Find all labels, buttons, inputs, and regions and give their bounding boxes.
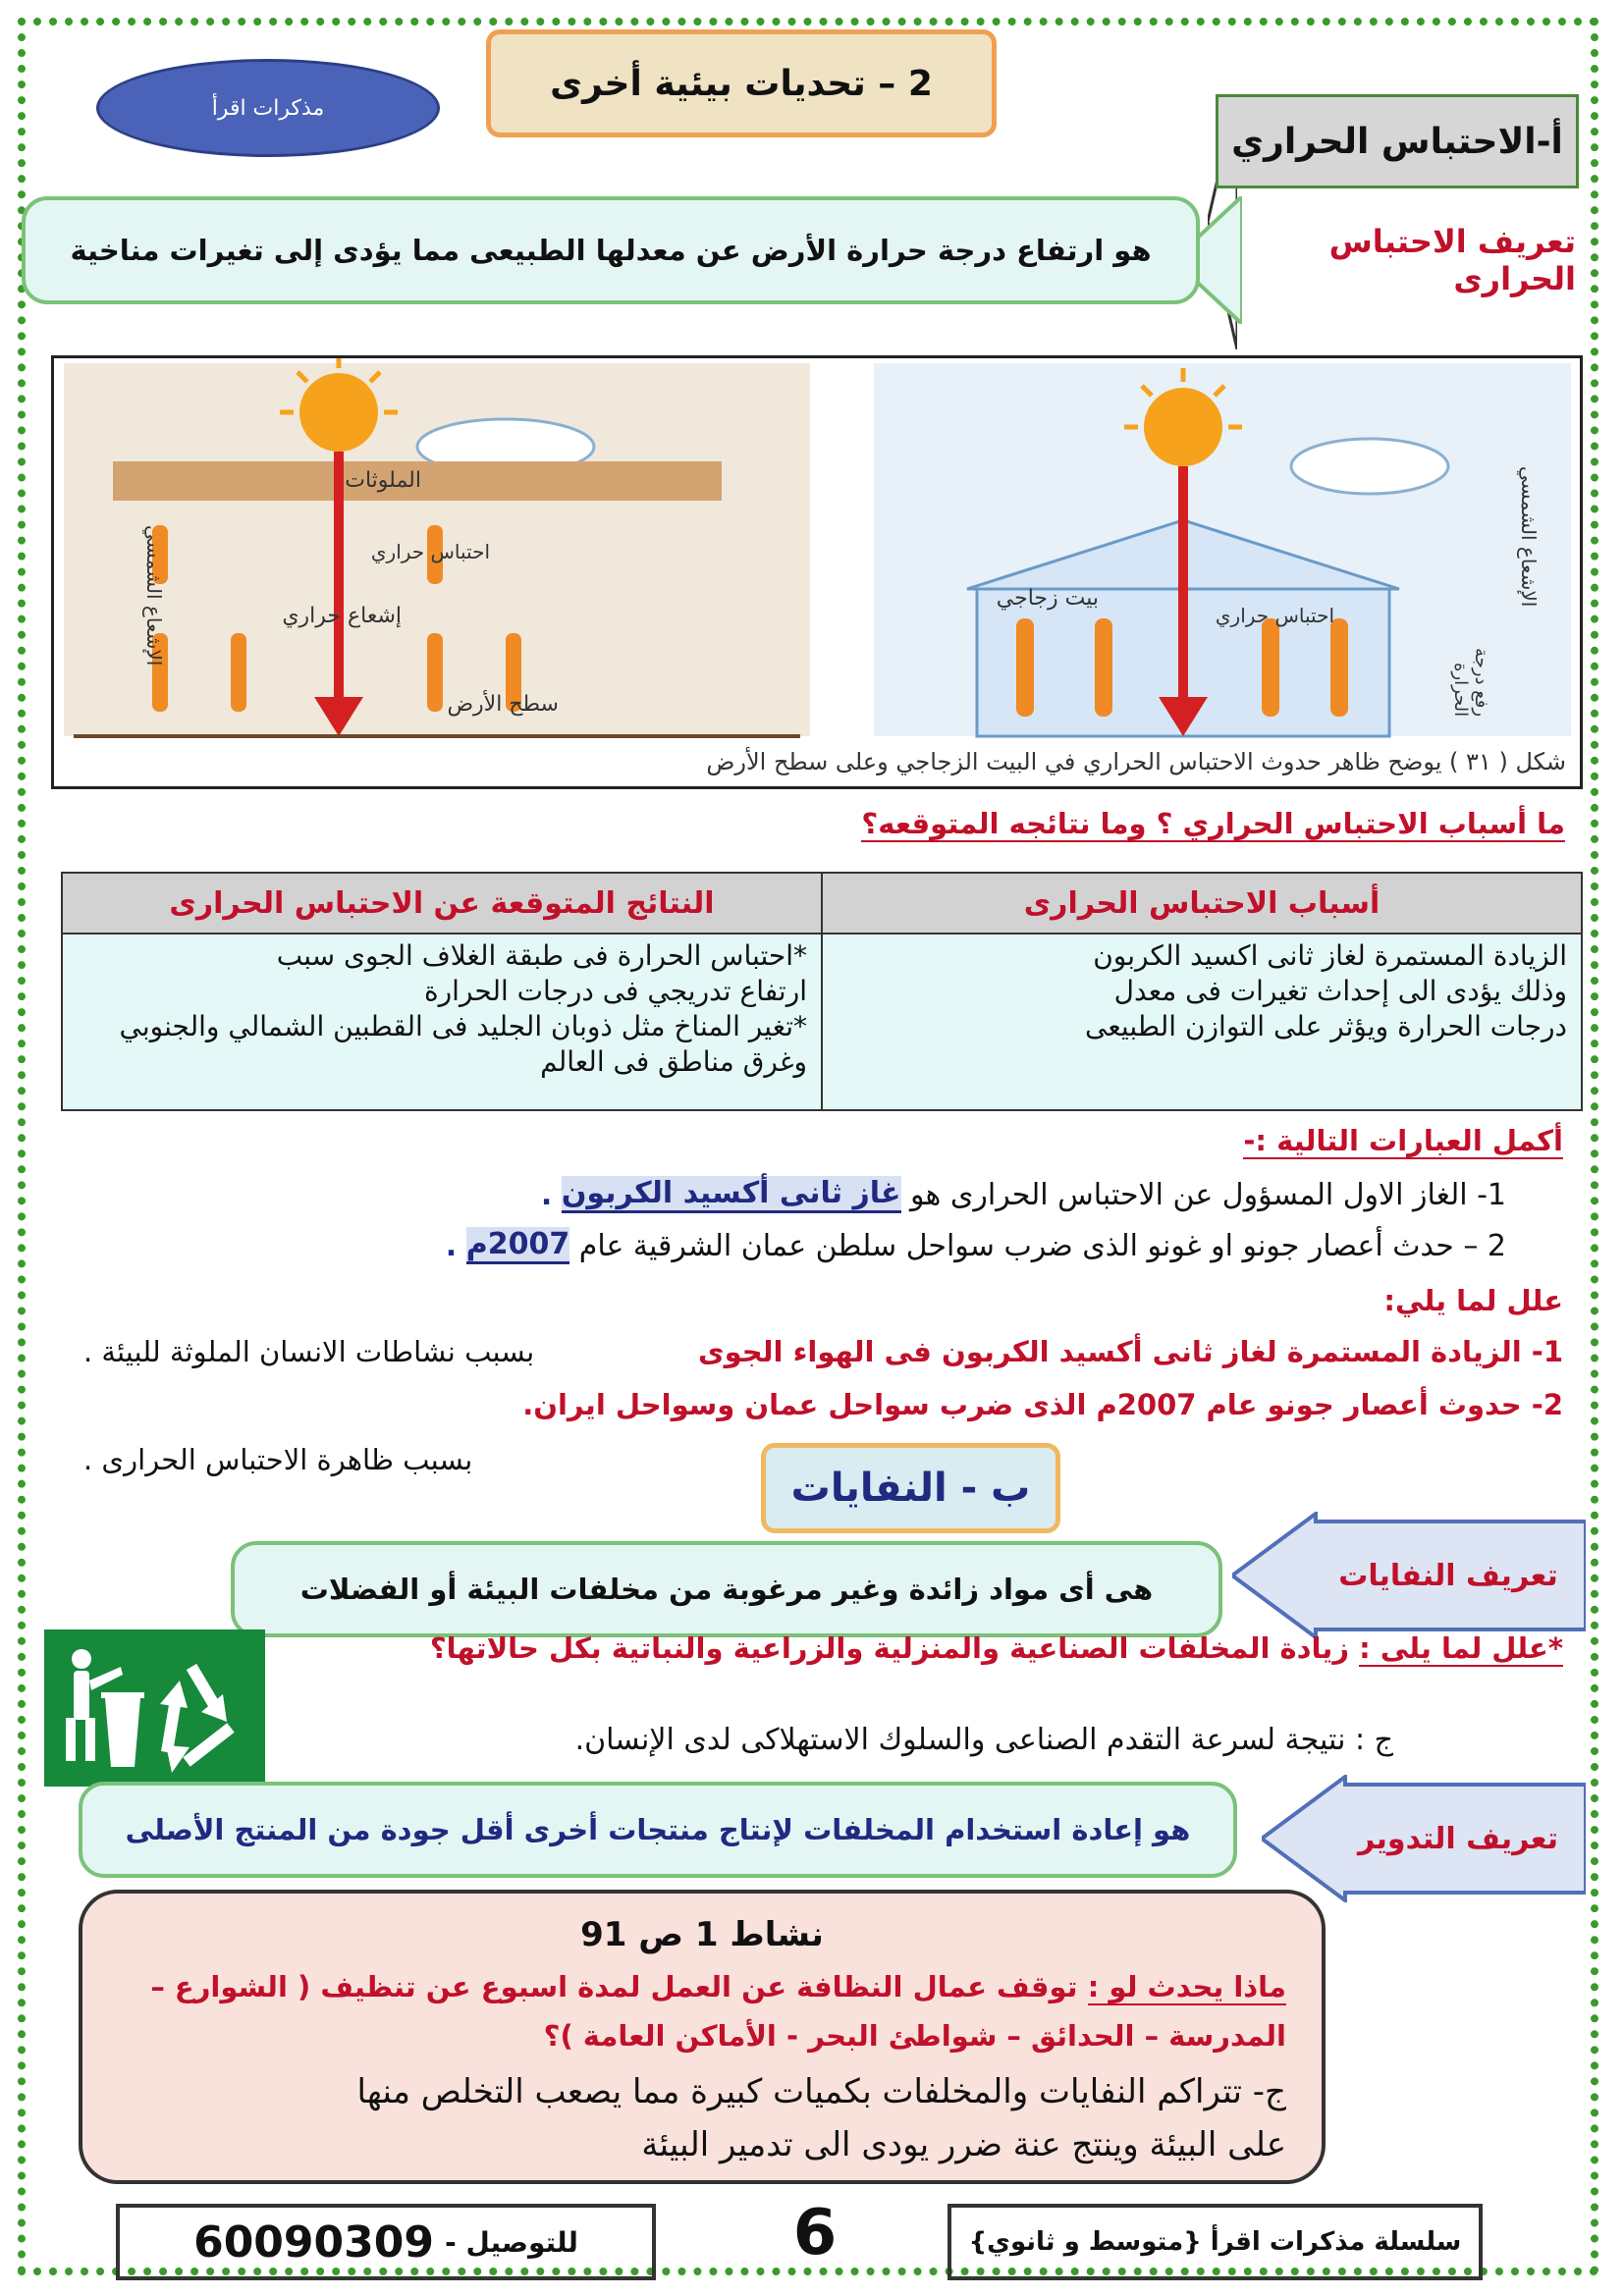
waste-question <box>430 1631 1563 1665</box>
waste-section-title-text: ب - النفايات <box>790 1466 1031 1511</box>
waste-question-text: زيادة المخلفات الصناعية والمنزلية والزراعية والنباتية بكل حالاتها؟ <box>429 1631 1350 1665</box>
greenhouse-label-house: بيت زجاجي <box>996 586 1099 611</box>
greenhouse-label-radiation: الإشعاع الشمسي <box>1517 466 1541 608</box>
recycling-definition-text: هو إعادة استخدام المخلفات لإنتاج منتجات أخرى أقل جودة من المنتج الأصلى <box>125 1813 1191 1846</box>
brand-oval <box>96 59 440 157</box>
waste-definition-bubble <box>231 1541 1222 1637</box>
explain-answer-1: بسبب نشاطات الانسان الملوثة للبيئة . <box>83 1335 535 1368</box>
greenhouse-definition-text: هو ارتفاع درجة حرارة الأرض عن معدلها الطبيعى مما يؤدى إلى تغيرات مناخية <box>70 234 1152 267</box>
complete-s2-text: 2 – حدث أعصار جونو او غونو الذى ضرب سواحل سلطن عمان الشرقية عام <box>578 1228 1506 1263</box>
complete-s1-answer: غاز ثانى أكسيد الكربون <box>562 1176 901 1213</box>
activity-box <box>79 1890 1326 2184</box>
recycling-definition-bubble <box>79 1782 1237 1878</box>
complete-heading: أكمل العبارات التالية :- <box>1243 1124 1563 1157</box>
table-cell-causes <box>822 934 1582 1110</box>
activity-question-line1-text: توقف عمال النظافة عن العمل لمدة اسبوع عن تنظيف ( الشوارع – <box>150 1970 1078 2003</box>
explain-question-1: 1- الزيادة المستمرة لغاز ثانى أكسيد الكربون فى الهواء الجوى <box>697 1335 1563 1368</box>
activity-answer-line2: على البيئة وينتج عنة ضرر يودى الى تدمير البيئة <box>641 2125 1286 2164</box>
table-header-causes: أسباب الاحتباس الحرارى <box>822 873 1582 934</box>
activity-question-lead: ماذا يحدث لو : <box>1087 1970 1286 2003</box>
table-cell-results <box>62 934 822 1110</box>
explain-heading: علل لما يلي: <box>1383 1284 1563 1317</box>
explain-answer-2: بسبب ظاهرة الاحتباس الحرارى . <box>83 1443 473 1476</box>
sun-icon <box>1144 388 1222 466</box>
activity-title: نشاط 1 ص 91 <box>580 1915 824 1954</box>
greenhouse-label-temp: رفع درجة الحرارة <box>1450 647 1491 717</box>
result-line: *تغير المناخ مثل ذوبان الجليد فى القطبين الشمالي والجنوبي <box>119 1010 807 1042</box>
footer-series <box>947 2204 1483 2280</box>
cause-line: الزيادة المستمرة لغاز ثانى اكسيد الكربون <box>1093 939 1567 972</box>
activity-answer-line1: ج- تتراكم النفايات والمخلفات بكميات كبيرة مما يصعب التخلص منها <box>356 2072 1286 2111</box>
recycling-label <box>1335 1804 1581 1873</box>
lesson-title <box>486 29 997 137</box>
result-line: وغرق مناطق فى العالم <box>540 1045 807 1078</box>
earth-label-trap: احتباس حراري <box>370 540 490 563</box>
complete-sentence-2 <box>446 1221 1506 1270</box>
lesson-title-text: 2 – تحديات بيئية أخرى <box>550 63 933 104</box>
recycle-icon <box>44 1629 265 1787</box>
earth-label-pollutants: الملوثات <box>345 468 421 493</box>
sun-icon-2 <box>299 373 378 452</box>
brand-oval-label: مذكرات اقرأ <box>211 95 325 121</box>
activity-question-line1 <box>150 1970 1286 2003</box>
waste-label <box>1316 1541 1581 1610</box>
earth-label-surface: سطح الأرض <box>447 692 559 717</box>
complete-s2-end: . <box>445 1228 458 1263</box>
recycling-label-text: تعريف التدوير <box>1358 1821 1558 1856</box>
cause-line: وذلك يؤدى الى إحداث تغيرات فى معدل <box>1113 975 1567 1007</box>
causes-question: ما أسباب الاحتباس الحراري ؟ وما نتائجه المتوقعه؟ <box>861 807 1565 840</box>
complete-s1-text: 1- الغاز الاول المسؤول عن الاحتباس الحرارى هو <box>910 1177 1506 1212</box>
footer-series-text: سلسلة مذكرات اقرأ {متوسط و ثانوي} <box>968 2227 1462 2257</box>
section-a-title <box>1216 94 1579 188</box>
greenhouse-illustration <box>54 358 1580 786</box>
explain-question-2: 2- حدوث أعصار جونو عام 2007م الذى ضرب سواحل عمان وسواحل ايران. <box>522 1388 1563 1421</box>
footer-contact-label: للتوصيل - <box>445 2225 578 2259</box>
recycling-image <box>44 1629 265 1787</box>
earth-label-heat-radiation: إشعاع حراري <box>282 604 402 628</box>
greenhouse-definition-label <box>1213 223 1576 297</box>
footer-contact <box>116 2204 656 2280</box>
activity-question-line2: المدرسة – الحدائق – شواطئ البحر - الأماكن العامة )؟ <box>543 2019 1286 2053</box>
complete-s1-end: . <box>540 1177 553 1212</box>
greenhouse-definition-bubble <box>22 196 1200 304</box>
cloud-icon <box>1291 439 1448 494</box>
complete-s2-answer: 2007م <box>466 1227 570 1264</box>
waste-label-text: تعريف النفايات <box>1338 1558 1558 1593</box>
result-line: ارتفاع تدريجي فى درجات الحرارة <box>423 975 807 1007</box>
table-header-results: النتائج المتوقعة عن الاحتباس الحرارى <box>62 873 822 934</box>
causes-results-table <box>61 872 1583 1111</box>
waste-definition-text: هى أى مواد زائدة وغير مرغوبة من مخلفات البيئة أو الفضلات <box>299 1573 1154 1606</box>
figure-caption-text: شكل ( ٣١ ) يوضح ظاهر حدوث الاحتباس الحراري في البيت الزجاجي وعلى سطح الأرض <box>706 748 1566 775</box>
figure-caption <box>59 738 1576 785</box>
result-line: *احتباس الحرارة فى طبقة الغلاف الجوى سبب <box>276 939 807 972</box>
waste-answer: ج : نتيجة لسرعة التقدم الصناعى والسلوك الاستهلاكى لدى الإنسان. <box>574 1723 1393 1757</box>
earth-label-solar: الإشعاع الشمسي <box>142 525 166 667</box>
greenhouse-label-trap: احتباس حراري <box>1215 604 1334 627</box>
greenhouse-figure <box>51 355 1583 789</box>
waste-question-lead: *علل لما يلى : <box>1359 1631 1563 1665</box>
waste-section-title <box>761 1443 1060 1533</box>
complete-sentence-1 <box>541 1170 1506 1219</box>
footer-contact-number: 60090309 <box>193 2216 434 2268</box>
cause-line: درجات الحرارة ويؤثر على التوازن الطبيعى <box>1085 1010 1567 1042</box>
greenhouse-definition-label-text: تعريف الاحتباس الحرارى <box>1328 223 1576 297</box>
page-number: 6 <box>792 2197 838 2269</box>
section-a-title-text: أ-الاحتباس الحراري <box>1231 121 1563 162</box>
